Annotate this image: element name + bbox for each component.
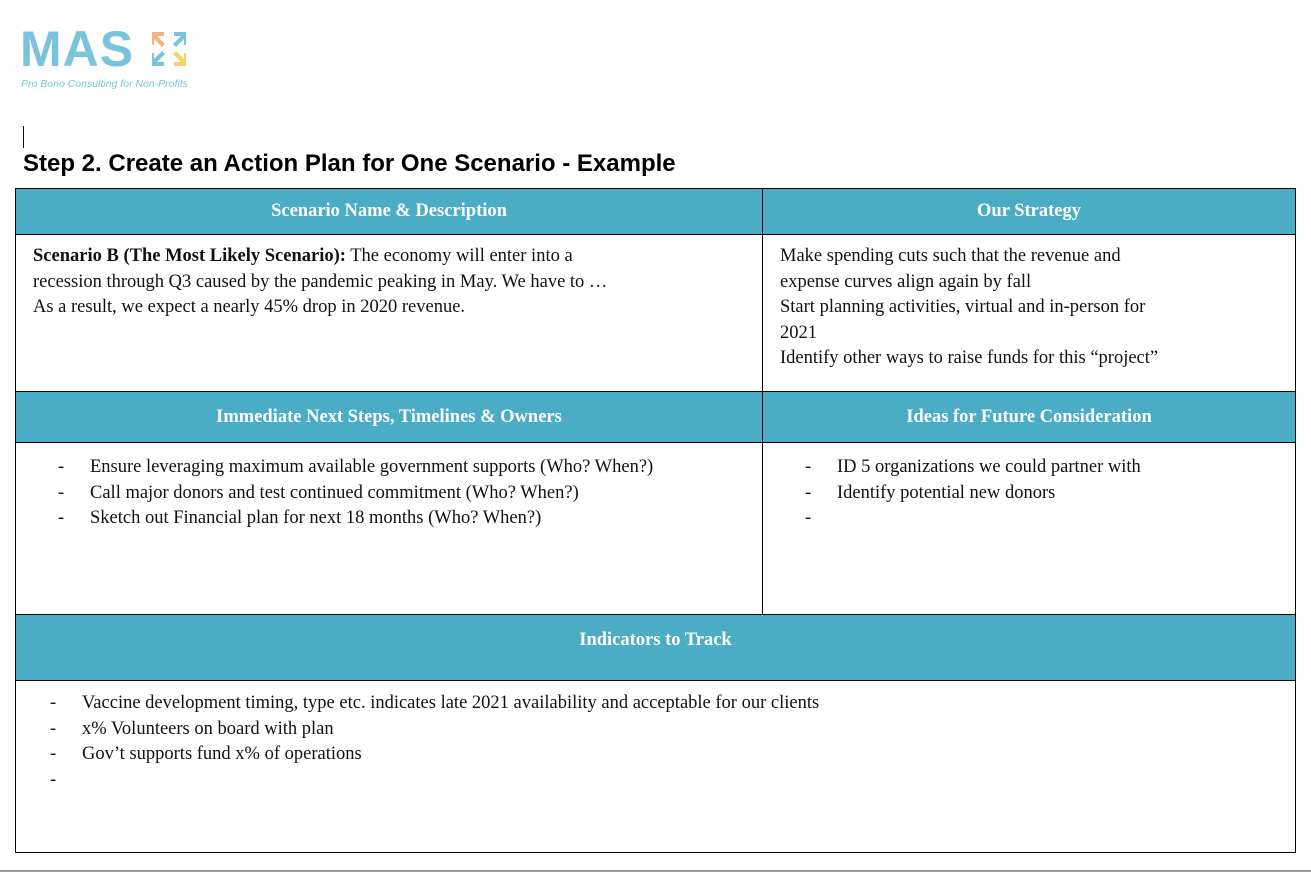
next-step-text: Sketch out Financial plan for next 18 months (Who? When?)	[90, 508, 542, 528]
bullet-dash: -	[805, 482, 812, 503]
list-item	[50, 691, 1275, 717]
next-steps-list	[58, 455, 742, 532]
strategy-line: 2021	[780, 322, 817, 343]
bullet-dash: -	[58, 508, 65, 528]
list-item	[805, 455, 1285, 481]
bullet-dash: -	[50, 718, 57, 739]
ideas-list	[805, 455, 1285, 531]
action-plan-table	[15, 188, 1296, 853]
logo-wordmark: MAS	[20, 21, 135, 77]
page-bottom-border	[0, 870, 1311, 872]
list-item	[58, 506, 742, 532]
row-divider	[16, 442, 1295, 443]
next-step-text: Call major donors and test continued commitment (Who? When?)	[90, 482, 579, 503]
scenario-line-1-rest: The economy will enter into a	[345, 246, 573, 266]
indicator-text: x% Volunteers on board with plan	[82, 718, 334, 739]
list-item	[50, 768, 1275, 793]
list-item	[50, 742, 1275, 768]
indicator-text: Gov’t supports fund x% of operations	[82, 744, 362, 764]
indicator-text: Vaccine development timing, type etc. indicates late 2021 availability and acceptable for our clients	[82, 693, 820, 713]
indicators-header: Indicators to Track	[16, 615, 1295, 680]
list-item	[805, 506, 1285, 531]
row-divider	[16, 680, 1295, 681]
list-item	[50, 717, 1275, 743]
strategy-line: Make spending cuts such that the revenue and	[780, 246, 1121, 266]
ideas-header: Ideas for Future Consideration	[763, 392, 1295, 442]
page-title: Step 2. Create an Action Plan for One Scenario - Example	[23, 150, 676, 177]
next-steps-header: Immediate Next Steps, Timelines & Owners	[16, 392, 762, 442]
logo-tagline: Pro Bono Consulting for Non-Profits	[21, 78, 188, 90]
row-divider	[16, 391, 1295, 392]
scenario-line-3: As a result, we expect a nearly 45% drop in 2020 revenue.	[33, 297, 466, 317]
strategy-header: Our Strategy	[763, 189, 1295, 234]
column-divider	[762, 189, 763, 615]
list-item	[58, 481, 742, 507]
bullet-dash: -	[50, 744, 57, 764]
scenario-line-1	[33, 244, 746, 270]
scenario-line-2: recession through Q3 caused by the pandemic peaking in May. We have to …	[33, 271, 608, 292]
idea-text: ID 5 organizations we could partner with	[837, 457, 1141, 477]
strategy-line: expense curves align again by fall	[780, 271, 1032, 292]
bullet-dash: -	[50, 693, 57, 713]
strategy-text	[763, 234, 1295, 391]
strategy-line: Start planning activities, virtual and in-person for	[780, 297, 1146, 317]
next-steps-list-cell	[16, 443, 762, 614]
idea-text: Identify potential new donors	[837, 482, 1056, 503]
text-cursor	[23, 126, 24, 148]
list-item	[58, 455, 742, 481]
bullet-dash: -	[58, 457, 65, 477]
bullet-dash: -	[805, 508, 812, 528]
indicators-list	[50, 691, 1275, 793]
next-step-text: Ensure leveraging maximum available government supports (Who? When?)	[90, 457, 654, 477]
row-divider	[16, 234, 1295, 235]
ideas-list-cell	[763, 443, 1295, 614]
bullet-dash: -	[805, 457, 812, 477]
scenario-header: Scenario Name & Description	[16, 189, 762, 234]
bullet-dash: -	[50, 769, 57, 790]
scenario-description	[16, 234, 762, 391]
logo-arrows-icon	[148, 28, 190, 70]
mas-logo	[20, 21, 200, 96]
indicators-list-cell	[16, 681, 1295, 852]
bullet-dash: -	[58, 482, 65, 503]
list-item	[805, 481, 1285, 507]
scenario-label: Scenario B (The Most Likely Scenario):	[33, 246, 346, 266]
row-divider	[16, 614, 1295, 615]
strategy-line: Identify other ways to raise funds for this “project”	[780, 348, 1159, 368]
